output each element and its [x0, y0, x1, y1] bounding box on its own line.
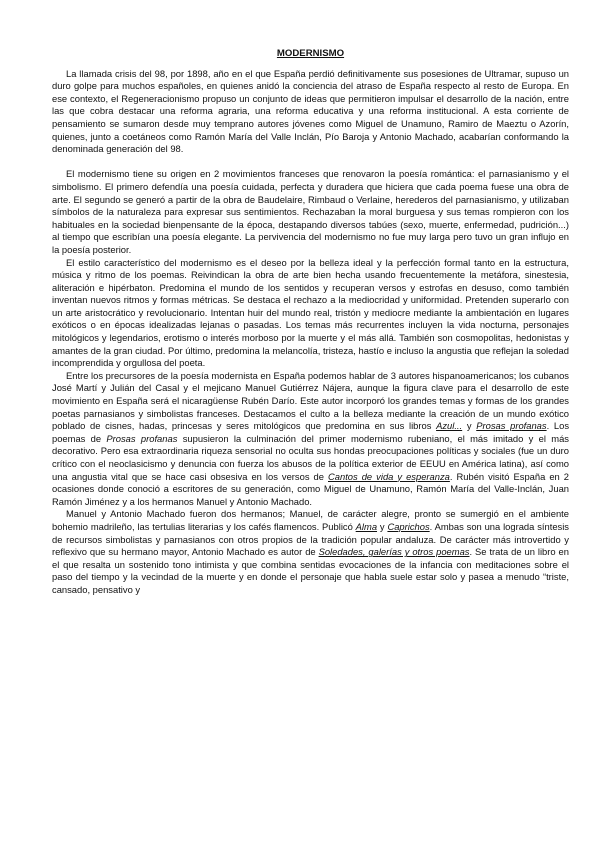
page-title: MODERNISMO: [276, 48, 345, 59]
paragraph-style: El estilo característico del modernismo es el deseo por la belleza ideal y la perfección formal tanto en la estructura, música y ritmo de los poemas. Reivindican la obra de arte bien hecha usando frecuentemente la metáfora, sinestesia, aliteración e hipérbaton. Predomina el mundo de los sentidos y recuperan versos y estrofas en desuso, como también inventan nuevos ritmos y formas métricas. Se destaca el rechazo a la mediocridad y uniformidad. Pretenden superarlo con un arte aristocrático y revolucionario. Intentan huir del mundo real, tristón y mediocre mediante la ambientación en lugares exóticos o en épocas idealizadas lejanas o pasadas. Los temas más recurrentes incluyen la vida nocturna, personajes mitológicos y legendarios, erotismo o interés morboso por la muerte y el más allá. También son cosmopolitas, hedonistas y amantes de la gran ciudad. Por último, predomina la melancolía, tristeza, hastío e incluso la angustia que reflejan la soledad incomprendida y orgullosa del poeta.: [52, 256, 569, 369]
paragraph-machado: [52, 508, 569, 596]
paragraph-generation-98: La llamada crisis del 98, por 1898, año en el que España perdió definitivamente sus posesiones de Ultramar, supuso un duro golpe para muchos españoles, en quienes anidó la conciencia del atraso de España respecto al resto de Europa. En ese contexto, el Regeneracionismo propuso un conjunto de ideas que permitieron impulsar el desarrollo de la nación, entre las que cobra destacar una reforma agraria, una reforma educativa y una reforma institucional. A esta corriente de pensamiento se sumaron desde muy temprano autores jóvenes como Miguel de Unamuno, Ramiro de Maeztu o Azorín, quienes, junto a coetáneos como Ramón María del Valle Inclán, Pío Baroja y Antonio Machado, acabarían conformando la denominada generación del 98.: [52, 67, 569, 155]
book-title-prosas-profanas-ref: Prosas profanas: [106, 432, 178, 444]
text-run: y: [462, 420, 477, 432]
document-page: [52, 48, 569, 597]
book-title-prosas-profanas: Prosas profanas: [476, 420, 547, 432]
text-run: . Rubén visitó España en 2 ocasiones donde conoció a escritores de su generación, como Miguel de Unamuno, Ramón María del Valle-Inclán, Juan Ramón Jiménez y a los hermanos Manuel y Antonio Machado.: [52, 470, 569, 507]
book-title-soledades: Soledades, galerías y otros poemas: [318, 546, 470, 558]
text-run: y: [377, 520, 388, 532]
book-title-alma: Alma: [355, 520, 378, 532]
paragraph-precursors: [52, 370, 569, 509]
paragraph-origin: El modernismo tiene su origen en 2 movimientos franceses que renovaron la poesía romántica: el parnasianismo y el simbolismo. El primero defendía una poesía cuidada, perfecta y duradera que hiciera que cada poema fuese una obra de arte. El segundo se generó a partir de la obra de Baudelaire, Rimbaud o Verlaine, herederos del parnasianismo, y utilizaban símbolos de la naturaleza para expresar sus sentimientos. Rechazaban la moral burguesa y sus temas rompieron con los habituales en la sociedad bienpensante de la época, destapando diversos tabúes (sexo, muerte, enfermedad, pudrición...) al tiempo que escribían una poesía elegante. La pervivencia del modernismo no fue muy larga pero tuvo un gran influjo en la poesía posterior.: [52, 168, 569, 255]
text-run: . Ambas son una lograda síntesis de recursos simbolistas y parnasianos con otros propios de la tradición popular andaluza. De carácter más introvertido y reflexivo que su hermano mayor, Antonio Machado es autor de: [52, 520, 569, 558]
book-title-cantos-de-vida: Cantos de vida y esperanza: [328, 470, 450, 482]
book-title-azul: Azul...: [436, 420, 463, 432]
text-run: Manuel y Antonio Machado fueron dos hermanos; Manuel, de carácter alegre, pronto se sumergió en el ambiente bohemio madrileño, las tertulias literarias y los cafés flamencos. Publicó: [52, 508, 569, 532]
text-run: supusieron la culminación del primer modernismo rubeniano, el más imitado y el más decorativo. Pero esa extraordinaria riqueza sensorial no oculta sus hondas preocupaciones políticas y sociales (fue un duro crítico con el neoclasicismo y denuncia con fuerza los abusos de la política exterior de EEUU en América latina), así como una angustia vital que se hace casi obsesiva en los versos de: [52, 432, 569, 482]
text-run: . Se trata de un libro en el que resalta un sostenido tono intimista y que combina sentidas evocaciones de la infancia con meditaciones sobre el paso del tiempo y la vecindad de la muerte y en donde el personaje que habla suele estar solo y pasea a menudo “triste, cansado, pensativo y: [52, 546, 569, 595]
book-title-caprichos: Caprichos: [387, 520, 430, 532]
text-run: . Los poemas de: [52, 420, 570, 444]
text-run: Entre los precursores de la poesía modernista en España podemos hablar de 3 autores hispanoamericanos; los cubanos José Martí y Julián del Casal y el mejicano Manuel Gutiérrez Nájera, aunque la figura clave para el desarrollo de este movimiento en España será el nicaragüense Rubén Darío. Este autor incorporó los grandes temas y formas de los grandes poetas parnasianos y simbolistas franceses. Destacamos el culto a la belleza mediante la creación de un mundo exótico poblado de cisnes, hadas, princesas y seres mitológicos que predomina en sus libros: [52, 369, 569, 432]
